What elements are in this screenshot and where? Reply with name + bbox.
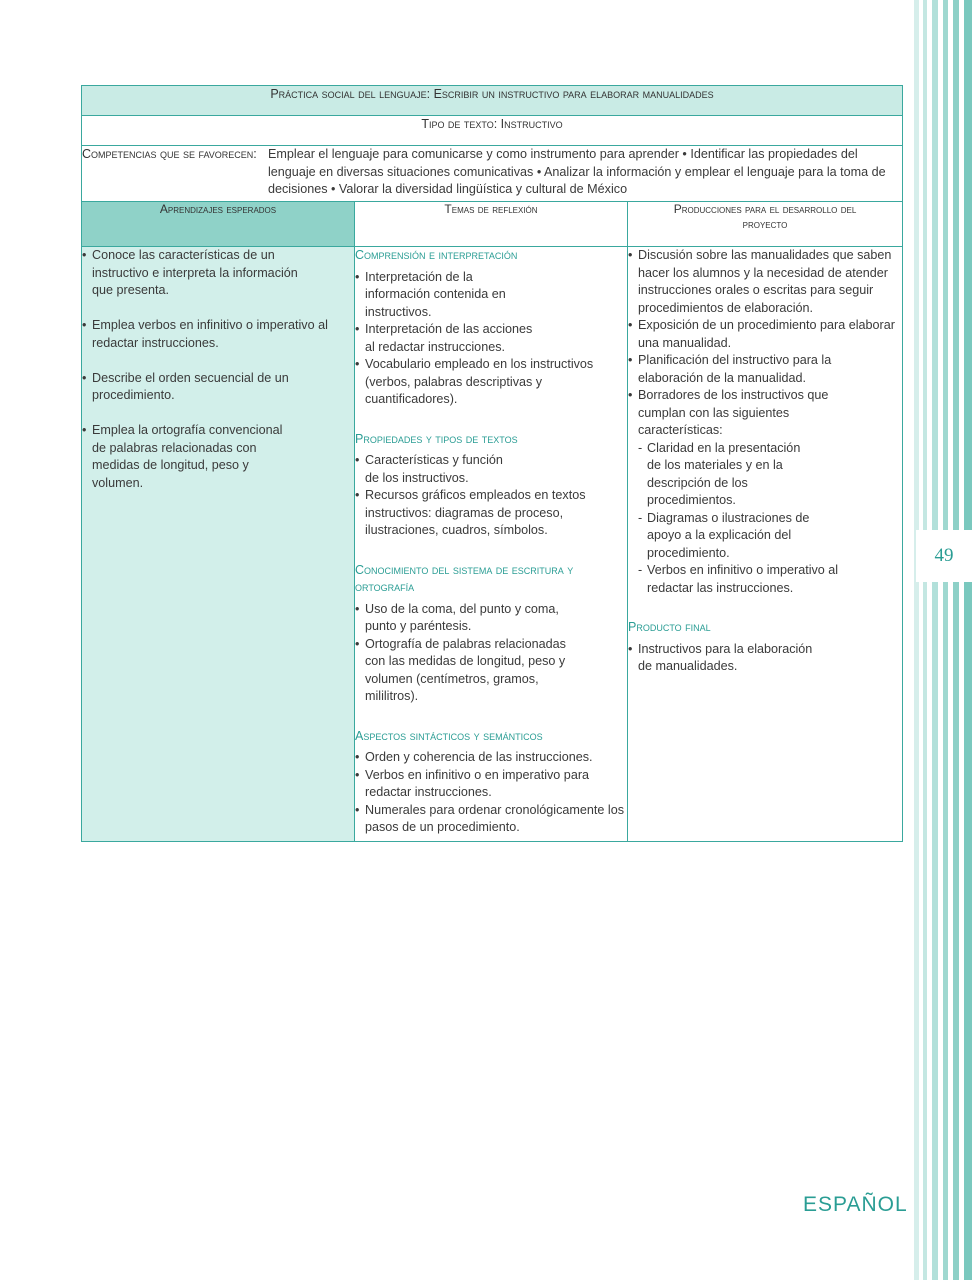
stripe	[923, 0, 927, 1280]
header-producciones	[628, 202, 903, 247]
sub-list	[628, 440, 838, 598]
list-item: • Interpretación de las acciones al redactar instrucciones.	[355, 321, 545, 356]
tema-section	[355, 728, 627, 837]
list-item	[628, 387, 838, 597]
aprendizajes-column	[82, 247, 355, 842]
list-item-text: Borradores de los instructivos que cumplan con las siguientes características:	[638, 388, 829, 437]
producto-final-list	[628, 641, 902, 676]
practice-title: Práctica social del lenguaje: Escribir un instructivo para elaborar manualidades	[82, 86, 903, 116]
margin-stripes	[914, 0, 972, 1280]
list-item: • Ortografía de palabras relacionadas con las medidas de longitud, peso y volumen (centímetros, gramos, mililitros).	[355, 636, 585, 706]
tema-list	[355, 452, 627, 540]
tema-list	[355, 749, 627, 837]
tema-list	[355, 601, 627, 706]
section-title: Conocimiento del sistema de escritura y ortografía	[355, 562, 574, 594]
list-item: • Orden y coherencia de las instrucciones.	[355, 749, 627, 767]
stripe	[953, 0, 959, 1280]
list-item: • Recursos gráficos empleados en textos instructivos: diagramas de proceso, ilustraciones, cuadros, símbolos.	[355, 487, 605, 540]
temas-column	[355, 247, 628, 842]
section-title: Aspectos sintácticos y semánticos	[355, 728, 543, 743]
text-type-row	[82, 116, 903, 146]
aprendizajes-list	[82, 247, 328, 492]
column-headers	[82, 202, 903, 247]
tema-list	[355, 269, 627, 409]
list-item: • Verbos en infinitivo o en imperativo para redactar instrucciones.	[355, 767, 605, 802]
stripe	[932, 0, 938, 1280]
list-item: • Interpretación de la información contenida en instructivos.	[355, 269, 535, 322]
content-row	[82, 247, 903, 842]
stripe	[943, 0, 948, 1280]
list-item: • Numerales para ordenar cronológicamente los pasos de un procedimiento.	[355, 802, 627, 837]
competencias-label: Competencias que se favorecen:	[82, 147, 257, 161]
subject-footer: ESPAÑOL	[803, 1193, 908, 1216]
competencias-row	[82, 146, 903, 202]
sub-list-item: - Verbos en infinitivo o imperativo al redactar las instrucciones.	[638, 562, 852, 597]
list-item: • Vocabulario empleado en los instructivos (verbos, palabras descriptivas y cuantificadores).	[355, 356, 627, 409]
text-type: Tipo de texto: Instructivo	[82, 116, 903, 146]
list-item: • Planificación del instructivo para la elaboración de la manualidad.	[628, 352, 838, 387]
header-aprendizajes: Aprendizajes esperados	[82, 202, 355, 247]
list-item: • Describe el orden secuencial de un procedimiento.	[82, 370, 317, 405]
program-table	[81, 85, 903, 842]
producto-final-section	[628, 619, 902, 676]
header-producciones-text: Producciones para el desarrollo del proyecto	[673, 202, 857, 231]
list-item: • Características y función de los instructivos.	[355, 452, 520, 487]
competencias-text: Emplear el lenguaje para comunicarse y como instrumento para aprender • Identificar las propiedades del lenguaje en diversas situaciones comunicativas • Analizar la información y emplear el lenguaje para la toma de decisiones • Valorar la diversidad lingüística y cultural de México	[268, 147, 886, 196]
section-title: Propiedades y tipos de textos	[355, 431, 518, 446]
producciones-column	[628, 247, 903, 842]
list-item: • Exposición de un procedimiento para elaborar una manualidad.	[628, 317, 902, 352]
list-item: • Uso de la coma, del punto y coma, punto y paréntesis.	[355, 601, 583, 636]
sub-list-item: - Claridad en la presentación de los materiales y en la descripción de los procedimientos.	[638, 440, 817, 510]
page-number: 49	[916, 530, 972, 582]
tema-section	[355, 562, 627, 706]
section-title: Comprensión e interpretación	[355, 248, 518, 262]
header-temas: Temas de reflexión	[355, 202, 628, 247]
producciones-list	[628, 247, 902, 597]
stripe	[914, 0, 919, 1280]
tema-section	[355, 431, 627, 540]
list-item: • Discusión sobre las manualidades que saben hacer los alumnos y la necesidad de atender instrucciones orales o escritas para seguir procedimientos de elaboración.	[628, 247, 902, 317]
list-item: • Instructivos para la elaboración de manualidades.	[628, 641, 828, 676]
list-item: • Emplea verbos en infinitivo o imperativo al redactar instrucciones.	[82, 317, 328, 352]
stripe	[964, 0, 972, 1280]
tema-section	[355, 247, 627, 409]
sub-list-item: - Diagramas o ilustraciones de apoyo a la explicación del procedimiento.	[638, 510, 827, 563]
section-title: Producto final	[628, 620, 711, 634]
list-item: • Emplea la ortografía convencional de palabras relacionadas con medidas de longitud, peso y volumen.	[82, 422, 292, 492]
list-item: • Conoce las características de un instructivo e interpreta la información que presenta.	[82, 247, 317, 300]
practice-title-row	[82, 86, 903, 116]
